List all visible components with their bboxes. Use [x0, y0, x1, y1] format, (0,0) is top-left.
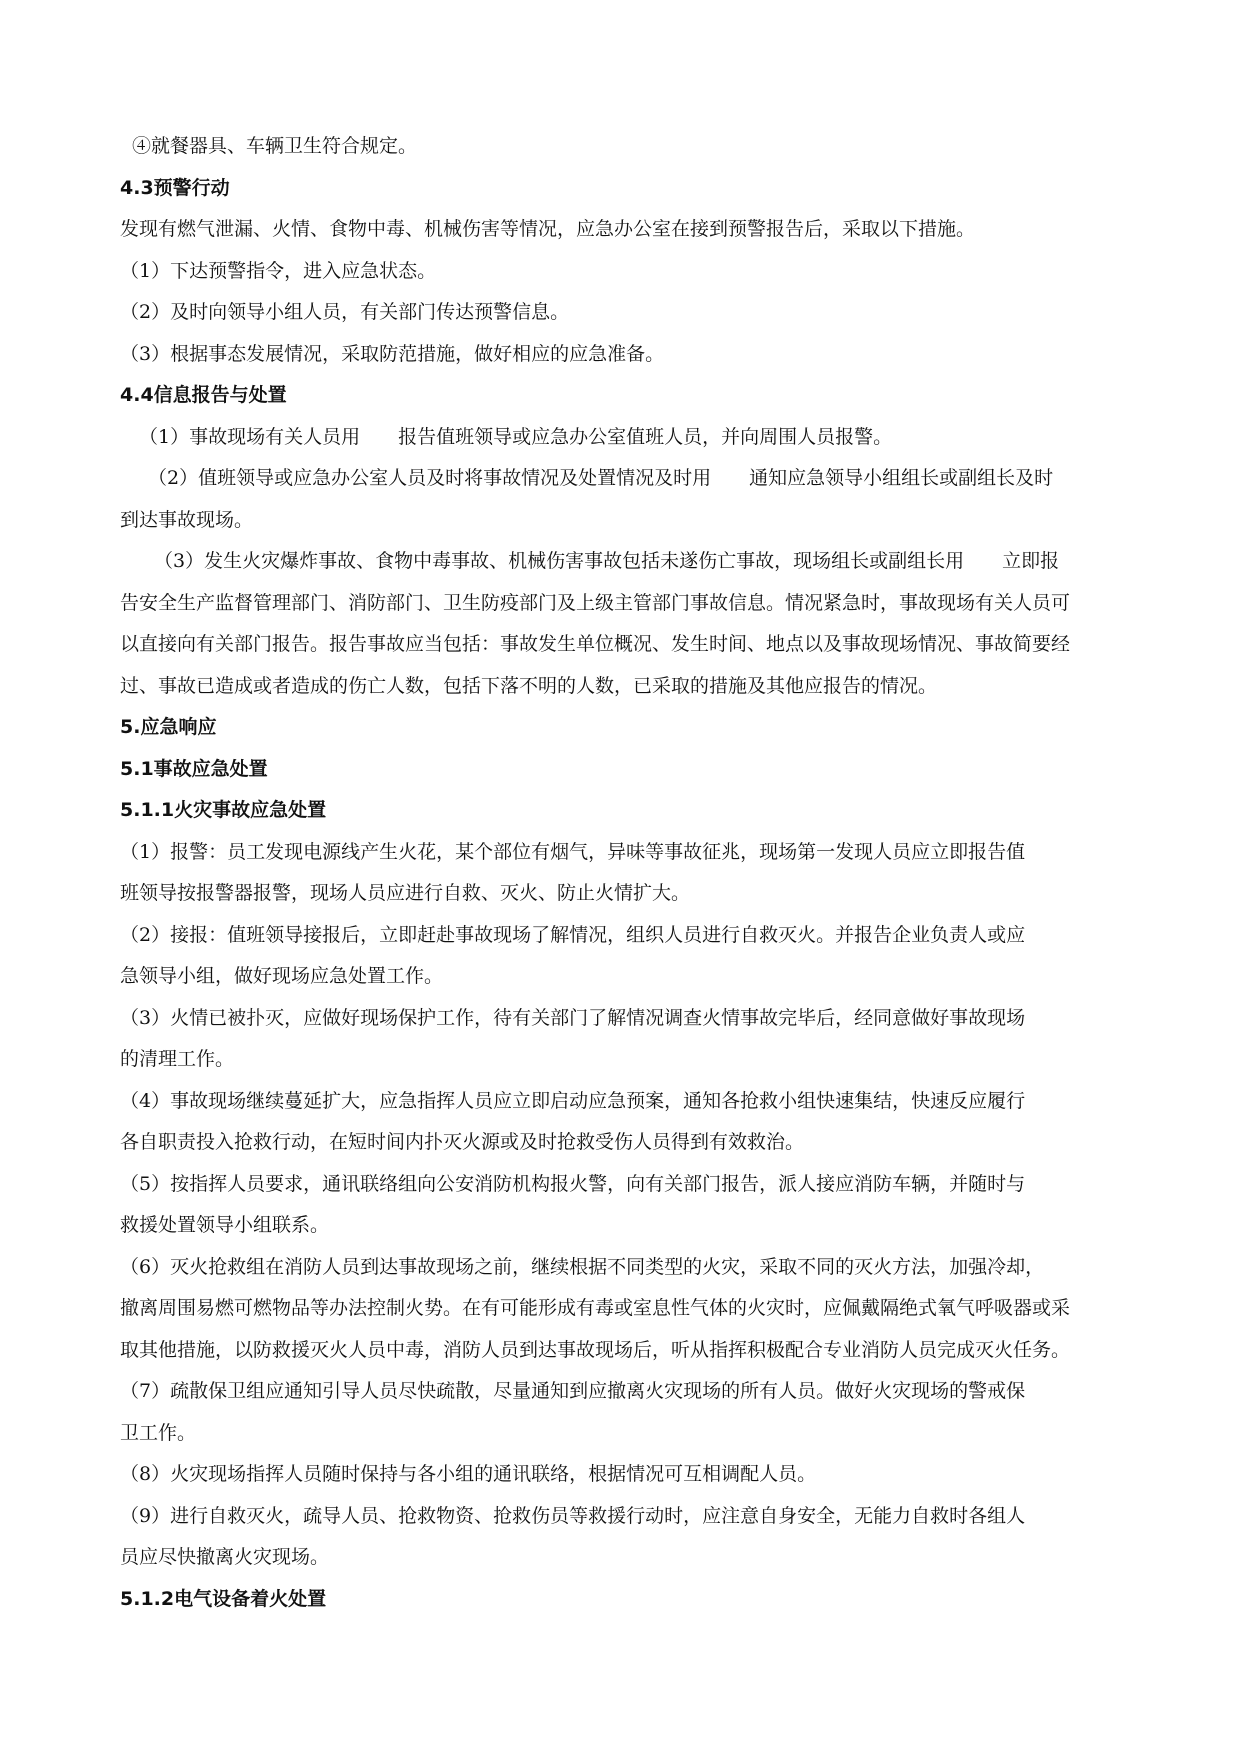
list-item: （6）灭火抢救组在消防人员到达事故现场之前，继续根据不同类型的火灾，采取不同的灭火方法，加强冷却， — [120, 1255, 1045, 1278]
paragraph-line: 员应尽快撤离火灾现场。 — [120, 1546, 330, 1568]
list-item: （2）值班领导或应急办公室人员及时将事故情况及处置情况及时用 通知应急领导小组组长或副组长及时 — [148, 467, 1054, 489]
list-item: （2）接报：值班领导接报后，立即赶赴事故现场了解情况，组织人员进行自救灭火。并报告企业负责人或应 — [120, 923, 1026, 946]
list-item: （3）根据事态发展情况，采取防范措施，做好相应的应急准备。 — [120, 342, 665, 365]
list-item: （8）火灾现场指挥人员随时保持与各小组的通讯联络，根据情况可互相调配人员。 — [120, 1463, 817, 1485]
list-item: （1）下达预警指令，进入应急状态。 — [120, 259, 437, 282]
section-heading: 5.应急响应 — [120, 716, 217, 738]
list-item: （5）按指挥人员要求，通讯联络组向公安消防机构报火警，向有关部门报告，派人接应消防车辆，并随时与 — [120, 1172, 1026, 1195]
list-item: （2）及时向领导小组人员，有关部门传达预警信息。 — [120, 301, 570, 323]
list-item: （1）报警：员工发现电源线产生火花，某个部位有烟气，异味等事故征兆，现场第一发现人员应立即报告值 — [120, 840, 1026, 863]
paragraph-line: 急领导小组，做好现场应急处置工作。 — [120, 965, 444, 987]
section-heading: 5.1事故应急处置 — [120, 757, 268, 780]
list-item: （9）进行自救灭火，疏导人员、抢救物资、抢救伤员等救援行动时，应注意自身安全，无能力自救时各组人 — [120, 1504, 1026, 1527]
document-body — [120, 126, 1120, 1620]
list-item: （7）疏散保卫组应通知引导人员尽快疏散，尽量通知到应撤离火灾现场的所有人员。做好火灾现场的警戒保 — [120, 1380, 1026, 1402]
section-heading: 4.3预警行动 — [120, 176, 230, 199]
paragraph-line: 卫工作。 — [120, 1421, 197, 1444]
paragraph-line: 班领导按报警器报警，现场人员应进行自救、灭火、防止火情扩大。 — [120, 882, 691, 904]
paragraph-line: 以直接向有关部门报告。报告事故应当包括：事故发生单位概况、发生时间、地点以及事故现场情况、事故简要经 — [120, 633, 1071, 655]
list-item: ④就餐器具、车辆卫生符合规定。 — [132, 135, 418, 157]
paragraph-line: 各自职责投入抢救行动，在短时间内扑灭火源或及时抢救受伤人员得到有效救治。 — [120, 1131, 805, 1153]
section-heading: 5.1.2电气设备着火处置 — [120, 1587, 327, 1610]
section-heading: 5.1.1火灾事故应急处置 — [120, 799, 327, 821]
paragraph-line: 救援处置领导小组联系。 — [120, 1214, 330, 1236]
list-item: （3）火情已被扑灭，应做好现场保护工作，待有关部门了解情况调查火情事故完毕后，经同意做好事故现场 — [120, 1006, 1026, 1029]
list-item: （4）事故现场继续蔓延扩大，应急指挥人员应立即启动应急预案，通知各抢救小组快速集结，快速反应履行 — [120, 1089, 1026, 1112]
paragraph-line: 的清理工作。 — [120, 1048, 235, 1070]
paragraph-line: 撤离周围易燃可燃物品等办法控制火势。在有可能形成有毒或室息性气体的火灾时，应佩戴隔绝式氧气呼吸器或采 — [120, 1297, 1071, 1319]
paragraph-line: 取其他措施，以防救援灭火人员中毒，消防人员到达事故现场后，听从指挥积极配合专业消防人员完成灭火任务。 — [120, 1338, 1071, 1361]
paragraph-line: 到达事故现场。 — [120, 508, 254, 531]
paragraph-line: 告安全生产监督管理部门、消防部门、卫生防疫部门及上级主管部门事故信息。情况紧急时，事故现场有关人员可 — [120, 591, 1071, 614]
section-heading: 4.4信息报告与处置 — [120, 384, 287, 406]
list-item: （3）发生火灾爆炸事故、食物中毒事故、机械伤害事故包括未遂伤亡事故，现场组长或副组长用 立即报 — [154, 550, 1060, 572]
paragraph-line: 过、事故已造成或者造成的伤亡人数，包括下落不明的人数，已采取的措施及其他应报告的情况。 — [120, 674, 938, 697]
list-item: （1）事故现场有关人员用 报告值班领导或应急办公室值班人员，并向周围人员报警。 — [139, 425, 893, 448]
paragraph-line: 发现有燃气泄漏、火情、食物中毒、机械伤害等情况，应急办公室在接到预警报告后，采取以下措施。 — [120, 218, 976, 240]
